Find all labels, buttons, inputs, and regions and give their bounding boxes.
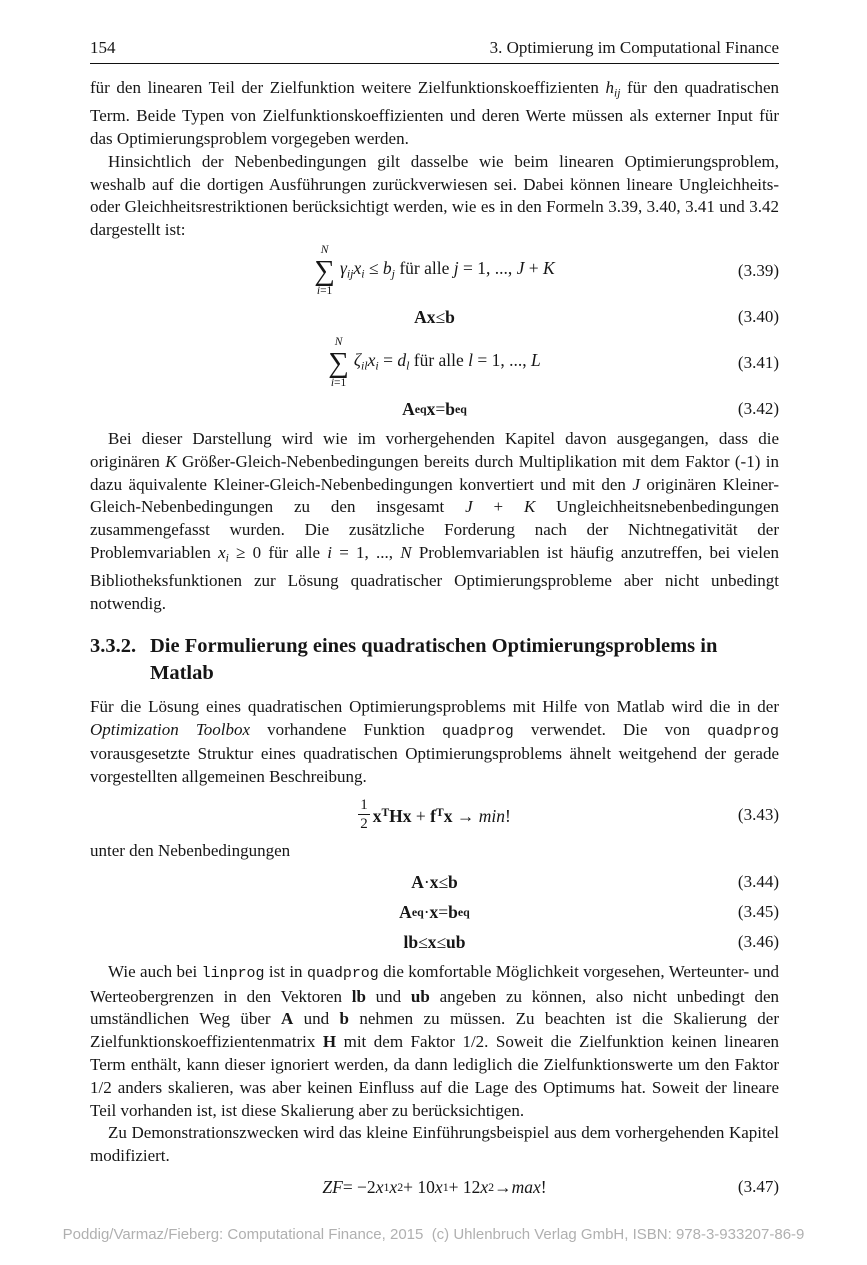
equation-3-41	[90, 336, 779, 390]
paragraph-quadprog-hinweise: Wie auch bei linprog ist in quadprog die komfortable Möglichkeit vorgesehen, Werteunter- und Werteobergrenzen in den Vektoren lb und ub angeben zu können, also nicht unbedingt den umständlichen Weg über A und b nehmen zu müssen. Zu beachten ist die Skalierung der Zielfunktionskoeffizientenmatrix H mit dem Faktor 1/2. Soweit die Zielfunktion keinen linearen Term enthält, kann dieser ignoriert werden, da dann lediglich die Zielfunktionswerte um den Faktor 1/2 anders skalieren, was aber keinen Einfluss auf die Lage des Optimums hat. Soweit der lineare Teil vorhanden ist, ist diese Skalierung aber zu berücksichtigen.	[90, 961, 780, 1120]
equation-expression: A eq x = b eq	[402, 399, 467, 420]
equation-3-39	[90, 244, 779, 298]
fraction-one-half	[358, 797, 370, 832]
equation-expression: ZF = −2 x 1 x 2 + 10 x 1 + 12 x 2 → max !	[322, 1177, 547, 1198]
section-title: Die Formulierung eines quadratischen Optimierungsproblems in Matlab	[150, 634, 718, 684]
equation-number: (3.47)	[737, 1177, 779, 1197]
equation-number: (3.41)	[737, 353, 779, 373]
running-head	[90, 38, 779, 64]
sum-upper-limit: N	[320, 244, 329, 257]
paragraph-darstellung: Bei dieser Darstellung wird wie im vorhergehenden Kapitel davon ausgegangen, dass die originären K Größer-Gleich-Nebenbedingungen bereits durch Multiplikation mit dem Faktor (-1) in dazu äquivalente Kleiner-Gleich-Nebenbedingungen konvertiert und mit den J originären Kleiner-Gleich-Nebenbedingungen zu den insgesamt J + K Ungleichheitsnebenbedingungen zusammengefasst wurden. Die zusätzliche Forderung nach der Nichtnegativität der Problemvariablen $x_i \ge 0$ für alle i = 1, ..., N Problemvariablen ist häufig anzutreffen, bei vielen Bibliotheksfunktionen zur Lösung quadratischer Optimierungsprobleme aber nicht unbedingt notwendig.	[90, 429, 780, 614]
paragraph-nebenbedingungen: Hinsichtlich der Nebenbedingungen gilt dasselbe wie beim linearen Optimierungsproblem, weshalb auf die dortigen Ausführungen zurückverwiesen sei. Dabei können lineare Ungleichheits- oder Gleichheitsrestriktionen berücksichtigt werden, wie es in den Formeln 3.39, 3.40, 3.41 und 3.42 dargestellt ist:	[90, 151, 779, 240]
summation-operator	[328, 336, 349, 390]
equation-number: (3.42)	[737, 399, 779, 419]
equation-3-46	[90, 931, 779, 953]
equation-number: (3.45)	[737, 901, 779, 921]
equation-number: (3.46)	[737, 931, 779, 951]
equation-expression: lb ≤ x ≤ ub	[403, 931, 466, 952]
sigma-icon: ∑	[328, 347, 349, 380]
equation-expression: $\zeta_{il}x_i = d_l$ für alle l = 1, ..., L	[353, 350, 541, 373]
page-number: 154	[90, 38, 116, 57]
paragraph-matlab-intro: Für die Lösung eines quadratischen Optimierungsproblems mit Hilfe von Matlab wird die in der Optimization Toolbox vorhandene Funktion quadprog verwendet. Die von quadprog vorausgesetzte Struktur eines quadratischen Optimierungsproblems ähnelt weitgehend der gerade vorgestellten allgemeinen Beschreibung.	[90, 696, 779, 787]
paragraph-unter-den-nebenbedingungen: unter den Nebenbedingungen	[90, 841, 291, 861]
section-heading	[90, 633, 779, 687]
equation-3-44	[90, 871, 779, 893]
equation-number: (3.44)	[737, 871, 779, 891]
sum-lower-limit: i=1	[316, 285, 333, 298]
equation-expression: Ax ≤ b	[414, 307, 455, 328]
equation-3-45	[90, 901, 779, 923]
equation-number: (3.43)	[737, 804, 779, 824]
equation-number: (3.39)	[737, 261, 779, 281]
equation-expression: $\gamma_{ij}x_i \le b_j$ für alle j = 1, ..., J + K	[339, 258, 555, 281]
equation-expression: $x^THx + f^Tx \to \min$!	[372, 805, 511, 826]
section-number: 3.3.2.	[90, 634, 137, 657]
equation-expression: A eq · x = b eq	[399, 901, 470, 922]
equation-expression: A · x ≤ b	[411, 871, 458, 892]
equation-3-42	[90, 398, 779, 420]
fraction-numerator: 1	[360, 797, 368, 814]
equation-3-43	[90, 797, 779, 832]
page-content	[90, 38, 779, 1198]
footer-credit: Poddig/Varmaz/Fieberg: Computational Finance, 2015 (c) Uhlenbruch Verlag GmbH, ISBN: 978-3-933207-86-9	[62, 1226, 805, 1243]
sum-lower-limit: i=1	[330, 377, 347, 390]
equation-number: (3.40)	[737, 307, 779, 327]
sum-upper-limit: N	[334, 336, 343, 349]
paragraph-zielfunktion: für den linearen Teil der Zielfunktion weitere Zielfunktionskoeffizienten $h_{ij}$ für den quadratischen Term. Beide Typen von Zielfunktionskoeffizienten und deren Werte müssen als externer Input für das Optimierungsproblem vorgegeben werden.	[90, 78, 780, 149]
fraction-denominator: 2	[360, 816, 368, 833]
paragraph-demonstration: Zu Demonstrationszwecken wird das kleine Einführungsbeispiel aus dem vorhergehenden Kapitel modifiziert.	[90, 1123, 779, 1166]
sigma-icon: ∑	[314, 255, 335, 288]
equation-3-47	[90, 1176, 779, 1198]
summation-operator	[314, 244, 335, 298]
equation-3-40	[90, 306, 779, 328]
chapter-title: 3. Optimierung im Computational Finance	[489, 38, 779, 57]
